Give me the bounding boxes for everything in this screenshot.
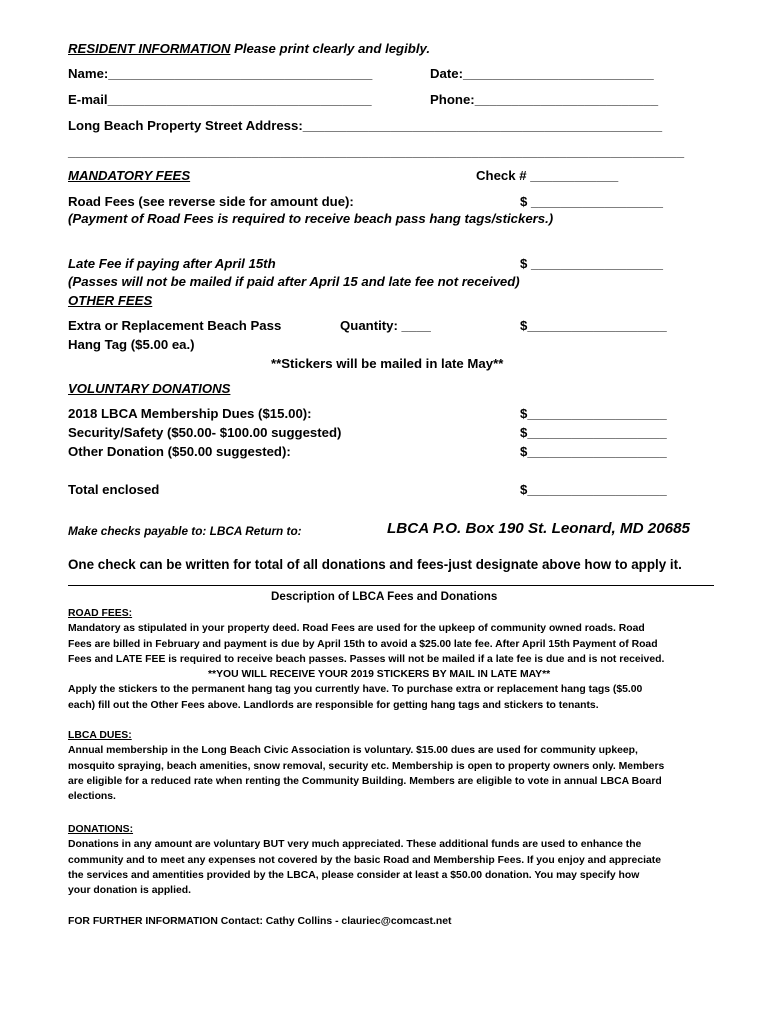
donations-description [68,822,723,898]
voluntary-donations-heading: VOLUNTARY DONATIONS [68,381,231,396]
road-fees-line: Fees are billed in February and payment is due by April 15th to avoid a $25.00 late fee. After April 15th Payment of Road [68,638,658,650]
other-donation-amount-field[interactable]: $___________________ [520,444,667,459]
donations-line: your donation is applied. [68,885,191,897]
road-fees-line: each) fill out the Other Fees above. Landlords are responsible for getting hang tags and stickers to tenants. [68,699,599,711]
description-title: Description of LBCA Fees and Donations [271,590,498,603]
check-number-field[interactable]: Check # ____________ [476,168,619,183]
resident-heading-line [68,41,430,57]
address-field[interactable]: Long Beach Property Street Address:_________________________________________________ [68,118,663,133]
date-field[interactable]: Date:__________________________ [430,66,654,81]
lbca-dues-heading: LBCA DUES: [68,730,132,741]
road-fees-line: Mandatory as stipulated in your property deed. Road Fees are used for the upkeep of community owned roads. Road [68,623,645,635]
road-fees-line: Fees and LATE FEE is required to receive beach passes. Passes will not be mailed if a late fee is due and is not received. [68,653,665,665]
road-fees-label: Road Fees (see reverse side for amount due): [68,194,354,209]
payable-to-text: Make checks payable to: LBCA Return to: [68,524,302,538]
hang-tag-price-label: Hang Tag ($5.00 ea.) [68,337,195,352]
road-fees-line: Apply the stickers to the permanent hang tag you currently have. To purchase extra or replacement hang tags ($5.00 [68,684,643,696]
road-fees-description [68,606,723,713]
donations-line: Donations in any amount are voluntary BUT very much appreciated. These additional funds are used to enhance the [68,839,642,851]
one-check-note: One check can be written for total of all donations and fees-just designate above how to apply it. [68,557,682,572]
address-field-line2[interactable]: ____________________________________________________________________________________ [68,144,685,159]
extra-pass-label: Extra or Replacement Beach Pass [68,318,282,333]
membership-dues-amount-field[interactable]: $___________________ [520,406,667,421]
security-donation-amount-field[interactable]: $___________________ [520,425,667,440]
section-divider [68,585,714,586]
late-fee-amount-field[interactable]: $ __________________ [520,256,664,271]
donations-line: community and to meet any expenses not covered by the basic Road and Membership Fees. If you enjoy and appreciate [68,854,662,866]
lbca-dues-line: mosquito spraying, beach amenities, snow removal, security etc. Membership is open to property owners only. Members [68,760,665,772]
lbca-dues-line: elections. [68,791,116,803]
donations-line: the services and amentities provided by the LBCA, please consider at least a $50.00 donation. You may specify how [68,869,640,881]
stickers-note: **Stickers will be mailed in late May** [271,356,504,371]
late-fee-label: Late Fee if paying after April 15th [68,256,276,271]
road-fees-description-heading: ROAD FEES: [68,608,133,619]
total-enclosed-label: Total enclosed [68,482,160,497]
mandatory-fees-heading: MANDATORY FEES [68,168,191,183]
quantity-field[interactable]: Quantity: ____ [340,318,431,333]
donations-heading: DONATIONS: [68,824,134,835]
late-fee-note: (Passes will not be mailed if paid after April 15 and late fee not received) [68,274,520,289]
name-field[interactable]: Name:____________________________________ [68,66,373,81]
extra-pass-amount-field[interactable]: $___________________ [520,318,667,333]
email-field[interactable]: E-mail____________________________________ [68,92,372,107]
lbca-dues-line: are eligible for a reduced rate when renting the Community Building. Members are eligible to vote in annual LBCA Board [68,775,662,787]
road-fees-amount-field[interactable]: $ __________________ [520,194,664,209]
lbca-dues-description [68,728,723,804]
resident-heading: RESIDENT INFORMATION [68,41,231,56]
return-address: LBCA P.O. Box 190 St. Leonard, MD 20685 [387,520,690,537]
security-donation-label: Security/Safety ($50.00- $100.00 suggested) [68,425,342,440]
other-donation-label: Other Donation ($50.00 suggested): [68,444,291,459]
stickers-mail-notice: **YOU WILL RECEIVE YOUR 2019 STICKERS BY MAIL IN LATE MAY** [208,669,551,681]
road-fees-note: (Payment of Road Fees is required to receive beach pass hang tags/stickers.) [68,211,554,226]
membership-dues-label: 2018 LBCA Membership Dues ($15.00): [68,406,312,421]
phone-field[interactable]: Phone:_________________________ [430,92,659,107]
contact-info: FOR FURTHER INFORMATION Contact: Cathy Collins - clauriec@comcast.net [68,916,452,927]
other-fees-heading: OTHER FEES [68,293,153,308]
lbca-dues-line: Annual membership in the Long Beach Civic Association is voluntary. $15.00 dues are used for community upkeep, [68,745,638,757]
total-enclosed-amount-field[interactable]: $___________________ [520,482,667,497]
print-instruction: Please print clearly and legibly. [230,41,431,56]
